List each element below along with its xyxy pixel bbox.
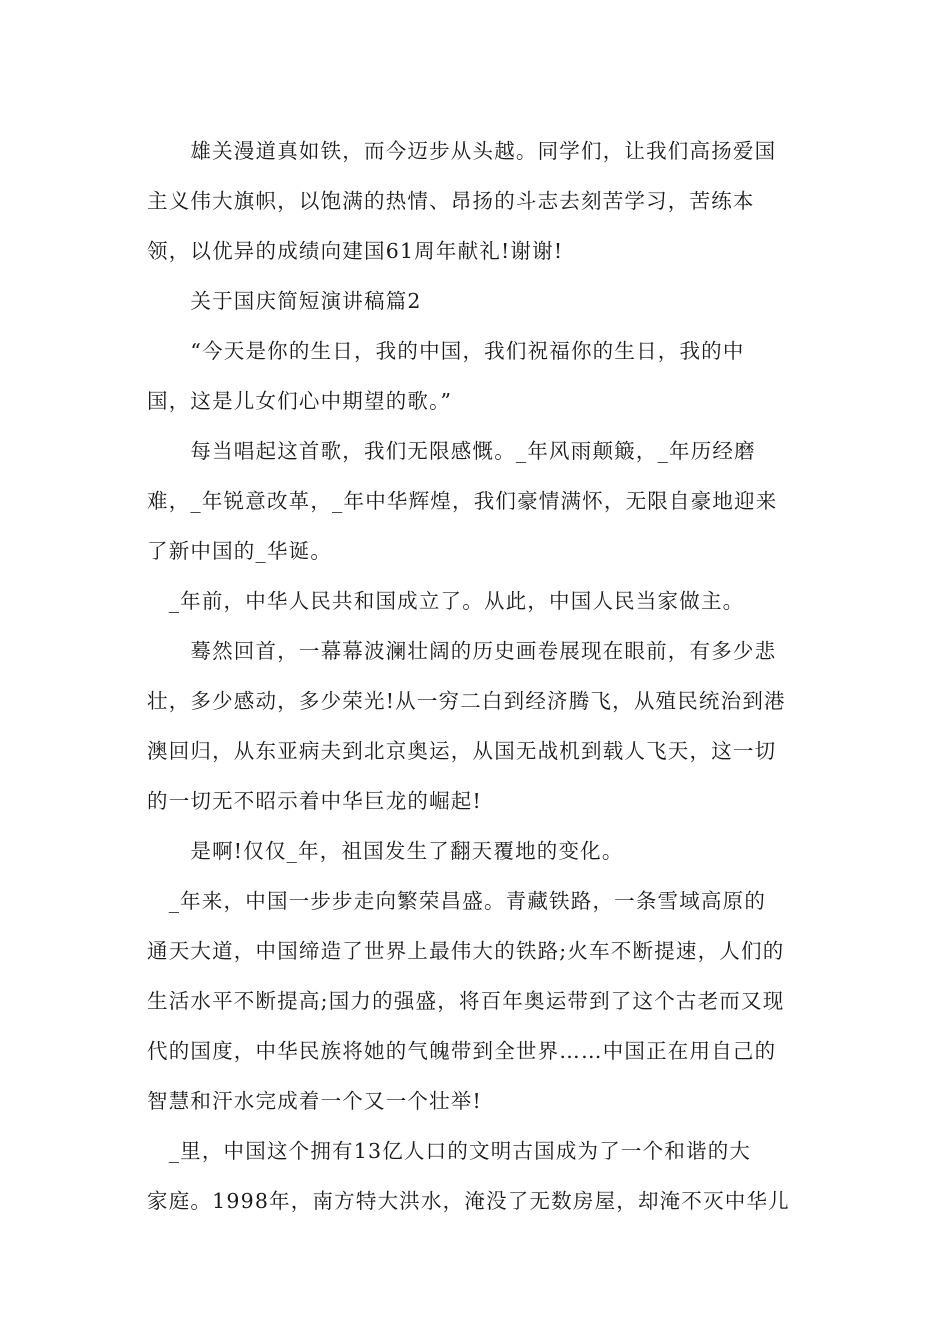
text-line: 了新中国的_华诞。 xyxy=(147,539,333,563)
text-line: 澳回归，从东亚病夫到北京奥运，从国无战机到载人飞天，这一切 xyxy=(147,739,777,763)
text-line: 蓦然回首，一幕幕波澜壮阔的历史画卷展现在眼前，有多少悲 xyxy=(147,639,777,663)
text-line: 代的国度，中华民族将她的气魄带到全世界……中国正在用自己的 xyxy=(147,1039,777,1063)
text-line: _年来，中国一步步走向繁荣昌盛。青藏铁路，一条雪域高原的 xyxy=(147,889,767,913)
text-line: 是啊!仅仅_年，祖国发生了翻天覆地的变化。 xyxy=(147,839,624,863)
text-line: _年前，中华人民共和国成立了。从此，中国人民当家做主。 xyxy=(147,589,745,613)
text-line: 难，_年锐意改革，_年中华辉煌，我们豪情满怀，无限自豪地迎来 xyxy=(147,489,778,513)
text-line: 通天大道，中国缔造了世界上最伟大的铁路;火车不断提速，人们的 xyxy=(147,939,785,963)
text-line: 壮，多少感动，多少荣光!从一穷二白到经济腾飞，从殖民统治到港 xyxy=(147,689,786,713)
section-heading: 关于国庆简短演讲稿篇2 xyxy=(147,289,422,313)
text-line: _里，中国这个拥有13亿人口的文明古国成为了一个和谐的大 xyxy=(147,1139,752,1163)
text-line: 每当唱起这首歌，我们无限感慨。_年风雨颠簸，_年历经磨 xyxy=(147,439,756,463)
text-line: 主义伟大旗帜，以饱满的热情、昂扬的斗志去刻苦学习，苦练本 xyxy=(147,189,755,213)
text-line: 家庭。1998年，南方特大洪水，淹没了无数房屋，却淹不灭中华儿 xyxy=(147,1189,790,1213)
text-line: 领，以优异的成绩向建国61周年献礼!谢谢! xyxy=(147,239,564,263)
text-line: 生活水平不断提高;国力的强盛，将百年奥运带到了这个古老而又现 xyxy=(147,989,785,1013)
text-line: “今天是你的生日，我的中国，我们祝福你的生日，我的中 xyxy=(147,339,745,363)
text-line: 智慧和汗水完成着一个又一个壮举! xyxy=(147,1089,482,1113)
text-line: 国，这是儿女们心中期望的歌。” xyxy=(147,389,453,413)
text-line: 的一切无不昭示着中华巨龙的崛起! xyxy=(147,789,482,813)
text-line: 雄关漫道真如铁，而今迈步从头越。同学们，让我们高扬爱国 xyxy=(147,139,777,163)
